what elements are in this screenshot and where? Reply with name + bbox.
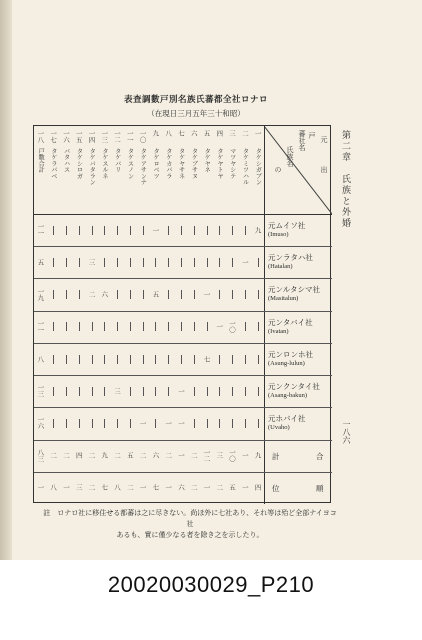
- empty-cell-dash: [53, 419, 54, 428]
- table-cell: 一: [240, 258, 249, 266]
- table-cell: 八: [49, 484, 58, 491]
- table-cell: 五: [151, 291, 160, 298]
- table-cell: 一: [164, 419, 173, 427]
- table-cell: 一: [36, 484, 45, 491]
- table-cell: 二: [215, 484, 224, 491]
- table-cell: 一: [240, 484, 249, 491]
- empty-cell-dash: [194, 290, 195, 299]
- empty-cell-dash: [194, 258, 195, 267]
- row-village-romanized: (Masitalun): [268, 295, 299, 303]
- column-clan-name: タケヤトヤ: [215, 148, 223, 179]
- row-village-romanized: 合: [316, 451, 324, 461]
- row-village-name: 元ンルタシマ社: [268, 285, 321, 295]
- column-clan-name: タケミツハル: [241, 148, 249, 186]
- table-cell: 一一: [36, 319, 45, 333]
- empty-cell-dash: [66, 355, 67, 364]
- row-village-romanized: (Asang-bakun): [268, 392, 307, 400]
- column-number: 八: [164, 130, 173, 137]
- table-cell: 一: [240, 452, 249, 459]
- empty-cell-dash: [117, 258, 118, 267]
- column-clan-name: タケアサンナ: [139, 148, 147, 186]
- empty-cell-dash: [232, 258, 233, 267]
- empty-cell-dash: [245, 355, 246, 364]
- table-cell: 一: [151, 226, 160, 234]
- empty-cell-dash: [104, 226, 105, 235]
- column-clan-name: タケブサヌ: [190, 148, 198, 179]
- corner-label-3: 氏族名: [286, 146, 294, 167]
- row-village-romanized: (Imuso): [268, 231, 289, 238]
- empty-cell-dash: [181, 355, 182, 364]
- table-cell: 五: [228, 484, 237, 491]
- empty-cell-dash: [232, 355, 233, 364]
- column-number: 一四: [87, 130, 96, 143]
- table-cell: 一: [202, 484, 211, 491]
- empty-cell-dash: [79, 387, 80, 396]
- row-divider: [34, 343, 332, 344]
- table-cell: 二: [87, 484, 96, 491]
- empty-cell-dash: [117, 322, 118, 331]
- table-cell: 六: [100, 291, 109, 298]
- empty-cell-dash: [245, 290, 246, 299]
- empty-cell-dash: [79, 258, 80, 267]
- empty-cell-dash: [66, 419, 67, 428]
- corner-label-2: 蕃社名: [298, 130, 306, 151]
- empty-cell-dash: [92, 226, 93, 235]
- empty-cell-dash: [53, 258, 54, 267]
- table-cell: 二: [164, 452, 173, 459]
- empty-cell-dash: [130, 355, 131, 364]
- table-cell: 一九: [36, 287, 45, 301]
- empty-cell-dash: [143, 258, 144, 267]
- empty-cell-dash: [79, 355, 80, 364]
- empty-cell-dash: [258, 387, 259, 396]
- row-village-name: 元ホバイ社: [268, 414, 306, 424]
- table-cell: 一一: [36, 223, 45, 237]
- column-number: 六: [189, 130, 198, 137]
- column-clan-name: タケバリ: [113, 148, 121, 173]
- row-divider: [34, 246, 332, 247]
- empty-cell-dash: [245, 322, 246, 331]
- row-village-romanized: 順: [316, 483, 324, 493]
- empty-cell-dash: [79, 226, 80, 235]
- table-cell: 八: [36, 355, 45, 362]
- column-number: 九: [151, 130, 160, 137]
- table-cell: 三: [215, 452, 224, 459]
- empty-cell-dash: [117, 226, 118, 235]
- row-village-romanized: (Ivatan): [268, 327, 289, 335]
- empty-cell-dash: [143, 290, 144, 299]
- table-cell: 一: [176, 419, 185, 427]
- empty-cell-dash: [207, 226, 208, 235]
- table-cell: 二: [138, 452, 147, 459]
- table-cell: 八: [113, 484, 122, 491]
- table-cell: 一: [138, 419, 147, 427]
- empty-cell-dash: [53, 226, 54, 235]
- empty-cell-dash: [92, 419, 93, 428]
- empty-cell-dash: [104, 322, 105, 331]
- corner-label-4: 出: [320, 166, 328, 173]
- row-village-romanized: (Asung-lulun): [268, 359, 305, 367]
- table-cell: 一: [176, 452, 185, 459]
- row-divider: [34, 440, 332, 441]
- table-cell: 二: [113, 452, 122, 459]
- empty-cell-dash: [66, 322, 67, 331]
- column-number: 一: [253, 130, 262, 137]
- row-village-name: 元ンラタハ社: [268, 253, 313, 263]
- empty-cell-dash: [130, 290, 131, 299]
- empty-cell-dash: [79, 290, 80, 299]
- column-number: 一五: [74, 130, 83, 143]
- row-village-name: 位: [272, 483, 280, 493]
- table-cell: 二: [189, 452, 198, 459]
- empty-cell-dash: [181, 258, 182, 267]
- empty-cell-dash: [53, 322, 54, 331]
- table-cell: 九: [253, 452, 262, 459]
- row-divider: [34, 375, 332, 376]
- column-number: 二: [240, 130, 249, 137]
- empty-cell-dash: [168, 258, 169, 267]
- empty-cell-dash: [245, 226, 246, 235]
- empty-cell-dash: [168, 387, 169, 396]
- column-clan-name: タケラバベ: [49, 148, 57, 179]
- table-cell: 五: [36, 258, 45, 266]
- table-cell: 三: [113, 387, 122, 395]
- column-clan-name: マツヤシテ: [228, 148, 236, 179]
- empty-cell-dash: [130, 419, 131, 428]
- row-village-name: 元ムイソ社: [268, 221, 306, 230]
- empty-cell-dash: [258, 355, 259, 364]
- column-number: 一〇: [138, 130, 147, 143]
- empty-cell-dash: [130, 226, 131, 235]
- table-cell: 七: [202, 355, 211, 362]
- table-cell: 二: [87, 452, 96, 459]
- empty-cell-dash: [66, 290, 67, 299]
- table-cell: 五: [125, 452, 134, 459]
- empty-cell-dash: [79, 419, 80, 428]
- empty-cell-dash: [53, 290, 54, 299]
- footnote-line-1: 註 ロナロ社に移住せる都蕃は之に尽きない。尚ほ外に七社あり、それ等は殆ど全部ナイヨコ社: [43, 509, 337, 528]
- empty-cell-dash: [219, 355, 220, 364]
- empty-cell-dash: [53, 387, 54, 396]
- corner-label-5: の: [274, 166, 282, 173]
- empty-cell-dash: [155, 419, 156, 428]
- table-corner-header: [264, 126, 332, 214]
- empty-cell-dash: [143, 226, 144, 235]
- row-village-romanized: (Uvaho): [268, 424, 290, 432]
- empty-cell-dash: [219, 387, 220, 396]
- empty-cell-dash: [194, 355, 195, 364]
- table-cell: 一〇: [228, 448, 237, 462]
- table-cell: 三: [74, 484, 83, 491]
- column-clan-name: タケロベツ: [152, 148, 160, 179]
- empty-cell-dash: [168, 226, 169, 235]
- row-village-name: 元ンクンタイ社: [268, 382, 320, 392]
- empty-cell-dash: [194, 387, 195, 396]
- empty-cell-dash: [258, 322, 259, 331]
- table-cell: 八三: [36, 448, 45, 462]
- table-cell: 一六: [36, 416, 45, 430]
- empty-cell-dash: [258, 258, 259, 267]
- table-cell: 九: [100, 452, 109, 459]
- empty-cell-dash: [92, 387, 93, 396]
- column-number: 一二: [113, 130, 122, 143]
- corner-label-1: 戸: [308, 132, 316, 139]
- empty-cell-dash: [181, 322, 182, 331]
- row-village-name: 元ンタバイ社: [268, 317, 313, 327]
- empty-cell-dash: [245, 387, 246, 396]
- column-clan-name: タケシガブン: [254, 148, 262, 186]
- table-cell: 一: [138, 484, 147, 491]
- table-cell: 七: [100, 484, 109, 491]
- table-cell: 一二: [202, 448, 211, 462]
- table-cell: 七: [151, 484, 160, 491]
- column-number: 一八: [36, 130, 45, 143]
- empty-cell-dash: [130, 387, 131, 396]
- column-clan-name: タケシロガ: [75, 148, 83, 179]
- page-number: 一八六: [342, 420, 351, 444]
- table-cell: 六: [151, 452, 160, 459]
- image-caption: 20020030029_P210: [107, 572, 315, 597]
- empty-cell-dash: [181, 290, 182, 299]
- book-spine-shadow: [0, 0, 12, 560]
- column-clan-name: タケスルネ: [100, 148, 108, 179]
- column-clan-name: タケスノン: [126, 148, 134, 179]
- footnote: [40, 508, 340, 541]
- empty-cell-dash: [245, 419, 246, 428]
- empty-cell-dash: [66, 387, 67, 396]
- table-cell: 三: [87, 258, 96, 266]
- table-cell: 九: [253, 226, 262, 234]
- empty-cell-dash: [207, 387, 208, 396]
- row-divider: [34, 311, 332, 312]
- row-village-name: 計: [272, 451, 280, 461]
- empty-cell-dash: [155, 355, 156, 364]
- column-clan-name: タケヤサネ: [177, 148, 185, 179]
- empty-cell-dash: [143, 355, 144, 364]
- empty-cell-dash: [194, 226, 195, 235]
- table-cell: 二: [125, 484, 134, 491]
- column-number: 一七: [49, 130, 58, 143]
- empty-cell-dash: [232, 419, 233, 428]
- empty-cell-dash: [194, 419, 195, 428]
- empty-cell-dash: [207, 258, 208, 267]
- empty-cell-dash: [258, 290, 259, 299]
- column-number: 四: [215, 130, 224, 137]
- empty-cell-dash: [104, 258, 105, 267]
- row-divider: [34, 278, 332, 279]
- empty-cell-dash: [232, 290, 233, 299]
- table-cell: 二: [87, 291, 96, 298]
- empty-cell-dash: [155, 258, 156, 267]
- table-cell: 一: [61, 484, 70, 491]
- row-village-name: 元ンロンホ社: [268, 349, 313, 359]
- empty-cell-dash: [219, 258, 220, 267]
- table-cell: 二: [189, 484, 198, 491]
- empty-cell-dash: [143, 322, 144, 331]
- header-divider: [34, 214, 332, 215]
- empty-cell-dash: [232, 387, 233, 396]
- row-divider: [34, 472, 332, 473]
- table-cell: 六: [176, 484, 185, 491]
- chapter-header: 第二章 氏族と外婚: [340, 130, 350, 229]
- empty-cell-dash: [130, 258, 131, 267]
- corner-label-0: 元: [320, 136, 328, 143]
- column-number: 一六: [61, 130, 70, 143]
- label-column-divider: [264, 126, 265, 504]
- empty-cell-dash: [117, 290, 118, 299]
- empty-cell-dash: [181, 226, 182, 235]
- empty-cell-dash: [104, 419, 105, 428]
- table-cell: 一: [176, 387, 185, 395]
- page-title: 表査調數戸別名族氏蕃都全社ロナロ: [123, 95, 268, 105]
- empty-cell-dash: [53, 355, 54, 364]
- column-number: 七: [176, 130, 185, 137]
- table-cell: 一: [215, 323, 224, 330]
- table-cell: 一: [202, 291, 211, 298]
- empty-cell-dash: [79, 322, 80, 331]
- row-village-romanized: (Hatalan): [268, 263, 293, 271]
- table-cell: 四: [253, 484, 262, 491]
- column-clan-name: タケカバラ: [164, 148, 172, 179]
- column-number: 一一: [125, 130, 134, 143]
- column-clan-name: バタハス: [62, 148, 70, 173]
- empty-cell-dash: [168, 355, 169, 364]
- empty-cell-dash: [66, 258, 67, 267]
- empty-cell-dash: [92, 355, 93, 364]
- table-cell: 一三: [36, 384, 45, 398]
- footnote-line-2: あるも、實に僅少なる者を除き之を示したり。: [116, 530, 264, 539]
- empty-cell-dash: [117, 355, 118, 364]
- row-divider: [34, 407, 332, 408]
- empty-cell-dash: [168, 290, 169, 299]
- empty-cell-dash: [66, 226, 67, 235]
- empty-cell-dash: [168, 322, 169, 331]
- table-cell: 一: [164, 484, 173, 491]
- empty-cell-dash: [207, 419, 208, 428]
- table-cell: 四: [74, 452, 83, 459]
- table-cell: 二: [49, 452, 58, 459]
- column-number: 三: [228, 130, 237, 137]
- empty-cell-dash: [258, 419, 259, 428]
- column-number: 一三: [100, 130, 109, 143]
- empty-cell-dash: [219, 290, 220, 299]
- empty-cell-dash: [232, 226, 233, 235]
- empty-cell-dash: [92, 322, 93, 331]
- empty-cell-dash: [155, 322, 156, 331]
- table-cell: 一〇: [228, 319, 237, 333]
- column-clan-name: タケバタラン: [88, 148, 96, 186]
- column-clan-name: 戸數合計: [37, 148, 45, 173]
- empty-cell-dash: [155, 387, 156, 396]
- empty-cell-dash: [104, 355, 105, 364]
- empty-cell-dash: [219, 226, 220, 235]
- column-clan-name: タケヤネ: [203, 148, 211, 173]
- empty-cell-dash: [130, 322, 131, 331]
- empty-cell-dash: [207, 322, 208, 331]
- table-cell: 二: [61, 452, 70, 459]
- empty-cell-dash: [194, 322, 195, 331]
- empty-cell-dash: [104, 387, 105, 396]
- empty-cell-dash: [117, 419, 118, 428]
- survey-table: [33, 125, 331, 503]
- empty-cell-dash: [143, 387, 144, 396]
- page-subtitle: （在現日三月五年三十和昭）: [147, 109, 245, 118]
- column-number: 五: [202, 130, 211, 137]
- empty-cell-dash: [219, 419, 220, 428]
